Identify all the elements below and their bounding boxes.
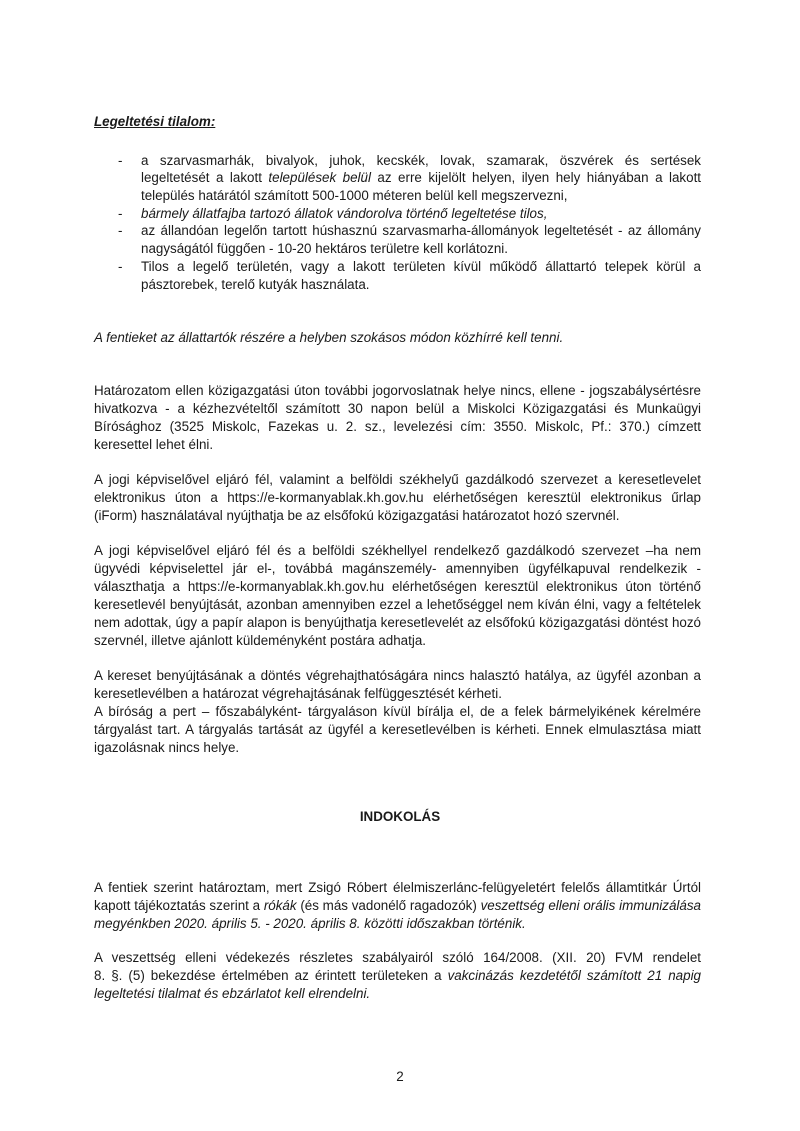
paragraph-line: keresetlevélben a határozat végrehajtásának felfüggesztését kérheti. (94, 686, 502, 701)
paragraph-line: keresetlevél benyújtását, azonban amennyiben ezzel a lehetőséggel nem kíván élni, vagy a feltételek (94, 597, 701, 612)
page-number: 2 (396, 1069, 404, 1084)
paragraph-line: Határozatom ellen közigazgatási úton további jogorvoslatnak helye nincs, ellene - jogszabálysértésre (94, 383, 701, 398)
paragraph-line: A fentiek szerint határoztam, mert Zsigó Róbert élelmiszerlánc-felügyeletért felelős államtitkár Úrtól (94, 880, 701, 895)
bullet-line: nagyságától függően - 10-20 hektáros területre kell korlátozni. (141, 241, 508, 256)
bullet-line: Tilos a legelő területén, vagy a lakott területen kívül működő állattartó telepek körül a (141, 259, 701, 274)
paragraph-line: ügyvédi képviselettel jár el-, továbbá magánszemély- amennyiben ügyfélkapuval rendelkezik - (94, 561, 701, 576)
paragraph-line: igazolásnak nincs helye. (94, 740, 240, 755)
bullet-line: a szarvasmarhák, bivalyok, juhok, kecskék, lovak, szamarak, öszvérek és sertések (141, 153, 701, 168)
paragraph-line: 8. §. (5) bekezdése értelmében az érintett területeken a vakcinázás kezdetétől számított 21 napig (94, 968, 701, 983)
bullet-line: pásztorebek, terelő kutyák használata. (141, 277, 370, 292)
paragraph-line: legeltetési tilalmat és ebzárlatot kell elrendelni. (94, 986, 371, 1001)
paragraph-line: Bírósághoz (3525 Miskolc, Fazekas u. 2. sz., levelezési cím: 3550. Miskolc, Pf.: 370.) címzett (94, 419, 701, 434)
paragraph-line: tárgyalást tart. A tárgyalás tartását az ügyfél a keresetlevélben is kérheti. Ennek elmulasztása miatt (94, 722, 701, 737)
paragraph-line: kapott tájékoztatás szerint a rókák (és más vadonélő ragadozók) veszettség elleni orális immunizálása (94, 898, 701, 913)
paragraph-line: szervnél, illetve ajánlott küldeményként postára adhatja. (94, 633, 426, 648)
section-heading: Legeltetési tilalom: (94, 114, 216, 129)
bullet-line: legeltetését a lakott települések belül az erre kijelölt helyen, ilyen hely hiányában a lakott (141, 170, 702, 185)
bullet-line: az állandóan legelőn tartott húshasznú szarvasmarha-állományok legeltetését - az állomány (141, 223, 701, 238)
justification-heading: INDOKOLÁS (359, 809, 441, 824)
bullet-line: település határától számított 500-1000 méteren belül kell megszervezni, (141, 188, 568, 203)
paragraph-line: nem adottak, úgy a papír alapon is benyújthatja keresetlevelét az elsőfokú közigazgatási döntést hozó (94, 615, 701, 630)
bullet-line: bármely állatfajba tartozó állatok vándorolva történő legeltetése tilos, (141, 206, 548, 221)
bullet-dash: - (118, 259, 123, 274)
public-notice: A fentieket az állattartók részére a helyben szokásos módon közhírré kell tenni. (94, 330, 564, 345)
paragraph-line: (iForm) használatával nyújthatja be az elsőfokú közigazgatási határozatot hozó szervnél. (94, 508, 620, 523)
paragraph-line: választhatja a https://e-kormanyablak.kh.gov.hu elérhetőségen keresztül elektronikus úton történő (94, 579, 701, 594)
paragraph-line: megyénkben 2020. április 5. - 2020. április 8. közötti időszakban történik. (94, 916, 526, 931)
paragraph-line: elektronikus úton a https://e-kormanyablak.kh.gov.hu elérhetőségen keresztül elektronikus űrlap (94, 490, 701, 505)
paragraph-line: A bíróság a pert – főszabályként- tárgyaláson kívül bírálja el, de a felek bármelyikének kérelmére (94, 704, 701, 719)
paragraph-line: hivatkozva - a kézhezvételtől számított 30 napon belül a Miskolci Közigazgatási és Munkaügyi (94, 401, 701, 416)
paragraph-line: A jogi képviselővel eljáró fél, valamint a belföldi székhelyű gazdálkodó szervezet a keresetlevelet (94, 472, 701, 487)
paragraph-line: keresettel lehet élni. (94, 437, 214, 452)
bullet-dash: - (118, 223, 123, 238)
bullet-dash: - (118, 153, 123, 168)
paragraph-line: A jogi képviselővel eljáró fél és a belföldi székhellyel rendelkező gazdálkodó szervezet –ha nem (94, 543, 701, 558)
paragraph-line: A veszettség elleni védekezés részletes szabályairól szóló 164/2008. (XII. 20) FVM rendelet (94, 950, 701, 965)
paragraph-line: A kereset benyújtásának a döntés végrehajthatóságára nincs halasztó hatálya, az ügyfél azonban a (94, 668, 701, 683)
bullet-dash: - (118, 206, 123, 221)
